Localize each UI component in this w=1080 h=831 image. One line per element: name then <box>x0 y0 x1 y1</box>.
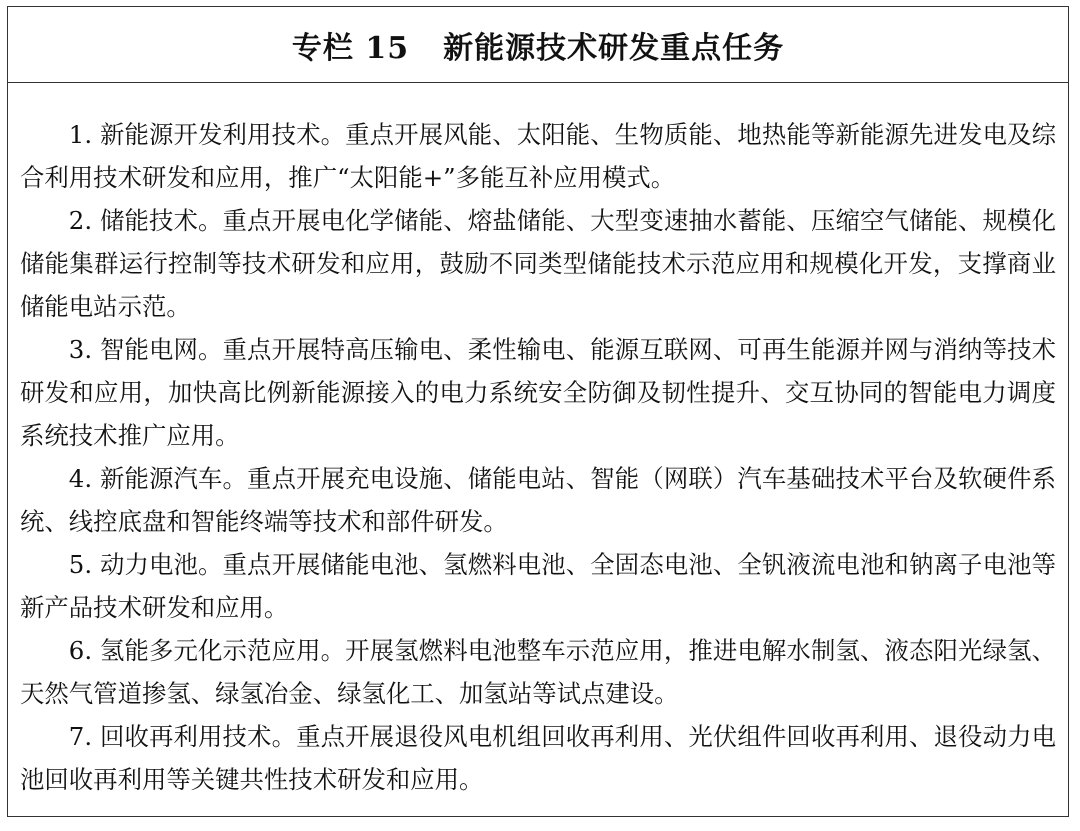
task-item-7: 7. 回收再利用技术。重点开展退役风电机组回收再利用、光伏组件回收再利用、退役动力电池回收再利用等关键共性技术研发和应用。 <box>20 722 1056 794</box>
column-title: 新能源技术研发重点任务 <box>443 30 785 66</box>
task-item-2: 2. 储能技术。重点开展电化学储能、熔盐储能、大型变速抽水蓄能、压缩空气储能、规模化储能集群运行控制等技术研发和应用，鼓励不同类型储能技术示范应用和规模化开发，支撑商业储能电站示范。 <box>20 206 1056 321</box>
panel-header <box>8 7 1068 83</box>
task-item-1: 1. 新能源开发利用技术。重点开展风能、太阳能、生物质能、地热能等新能源先进发电及综合利用技术研发和应用，推广“太阳能+”多能互补应用模式。 <box>20 120 1056 192</box>
panel-body <box>8 83 1068 801</box>
panel-title <box>292 23 784 67</box>
task-item-3: 3. 智能电网。重点开展特高压输电、柔性输电、能源互联网、可再生能源并网与消纳等技术研发和应用，加快高比例新能源接入的电力系统安全防御及韧性提升、交互协同的智能电力调度系统技术推广应用。 <box>20 335 1056 450</box>
task-item-5: 5. 动力电池。重点开展储能电池、氢燃料电池、全固态电池、全钒液流电池和钠离子电池等新产品技术研发和应用。 <box>20 550 1056 622</box>
task-item-4: 4. 新能源汽车。重点开展充电设施、储能电站、智能（网联）汽车基础技术平台及软硬件系统、线控底盘和智能终端等技术和部件研发。 <box>20 464 1056 536</box>
task-item-6: 6. 氢能多元化示范应用。开展氢燃料电池整车示范应用，推进电解水制氢、液态阳光绿氢、天然气管道掺氢、绿氢冶金、绿氢化工、加氢站等试点建设。 <box>20 636 1056 708</box>
column-label: 专栏 15 <box>291 30 410 66</box>
column-panel <box>7 6 1069 817</box>
